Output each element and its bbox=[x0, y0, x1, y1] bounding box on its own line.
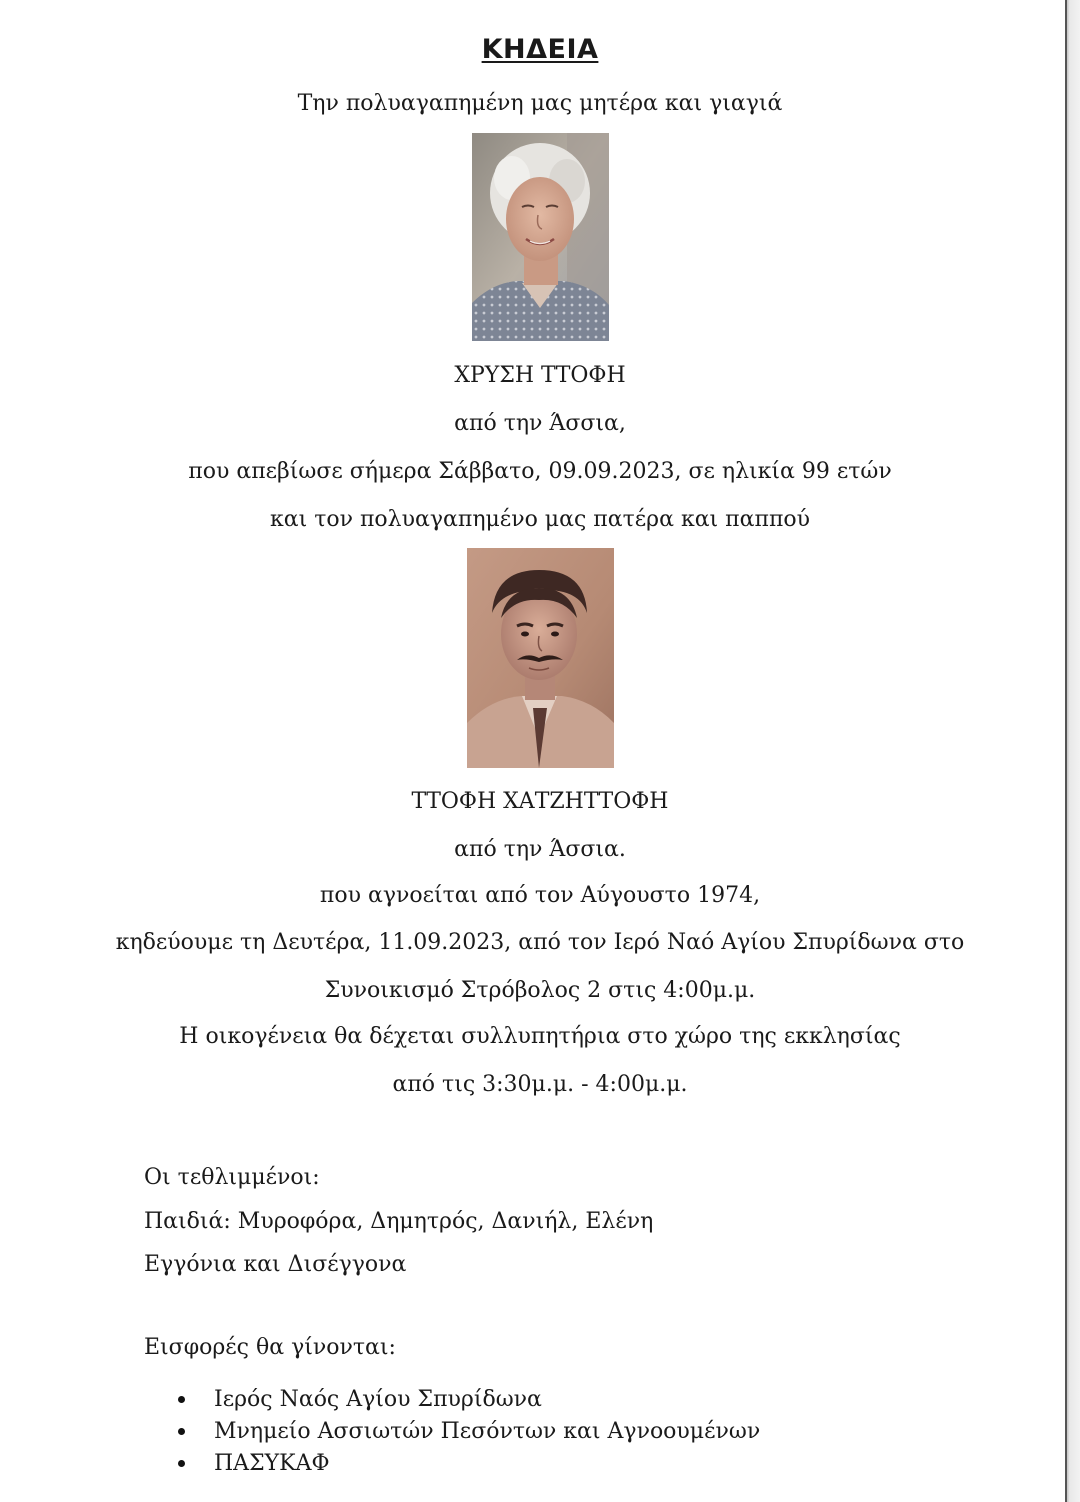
donations-heading: Εισφορές θα γίνονται: bbox=[144, 1335, 396, 1360]
mother-portrait-image bbox=[472, 133, 609, 341]
donation-item bbox=[178, 1384, 760, 1416]
father-portrait-image bbox=[467, 548, 614, 768]
mother-name: ΧΡΥΣΗ ΤΤΟΦΗ bbox=[454, 363, 626, 388]
father-photo bbox=[467, 548, 614, 768]
bullet-icon bbox=[178, 1396, 185, 1403]
condolences-line-2: από τις 3:30μ.μ. - 4:00μ.μ. bbox=[392, 1072, 688, 1097]
mother-origin: από την Άσσια, bbox=[454, 411, 626, 436]
bullet-icon bbox=[178, 1460, 185, 1467]
donation-item-label: ΠΑΣΥΚΑΦ bbox=[214, 1451, 330, 1476]
bullet-icon bbox=[178, 1428, 185, 1435]
donation-item-label: Ιερός Ναός Αγίου Σπυρίδωνα bbox=[214, 1387, 542, 1412]
mother-death-line: που απεβίωσε σήμερα Σάββατο, 09.09.2023, σε ηλικία 99 ετών bbox=[188, 459, 892, 484]
father-name: ΤΤΟΦΗ ΧΑΤΖΗΤΤΟΦΗ bbox=[411, 789, 669, 814]
father-origin: από την Άσσια. bbox=[454, 837, 626, 862]
father-missing-line: που αγνοείται από τον Αύγουστο 1974, bbox=[319, 883, 761, 908]
intro-mother: Την πολυαγαπημένη μας μητέρα και γιαγιά bbox=[297, 91, 783, 116]
donation-item bbox=[178, 1448, 760, 1480]
notice-title: ΚΗΔΕΙΑ bbox=[481, 34, 599, 65]
mourners-children: Παιδιά: Μυροφόρα, Δημητρός, Δανιήλ, Ελένη bbox=[144, 1209, 654, 1234]
donation-item-label: Μνημείο Ασσιωτών Πεσόντων και Αγνοουμένων bbox=[214, 1419, 761, 1444]
funeral-line-2: Συνοικισμό Στρόβολος 2 στις 4:00μ.μ. bbox=[324, 978, 756, 1003]
funeral-line-1: κηδεύουμε τη Δευτέρα, 11.09.2023, από τον Ιερό Ναό Αγίου Σπυρίδωνα στο bbox=[115, 930, 965, 955]
mourners-heading: Οι τεθλιμμένοι: bbox=[144, 1165, 320, 1190]
page-edge-line bbox=[1065, 0, 1067, 1502]
mourners-descendants: Εγγόνια και Δισέγγονα bbox=[144, 1252, 407, 1277]
page-edge-shadow bbox=[1066, 0, 1080, 1502]
donations-list bbox=[178, 1384, 760, 1480]
mother-photo bbox=[472, 133, 609, 341]
donation-item bbox=[178, 1416, 760, 1448]
intro-father: και τον πολυαγαπημένο μας πατέρα και παππού bbox=[269, 507, 811, 532]
condolences-line-1: Η οικογένεια θα δέχεται συλλυπητήρια στο χώρο της εκκλησίας bbox=[179, 1024, 901, 1049]
